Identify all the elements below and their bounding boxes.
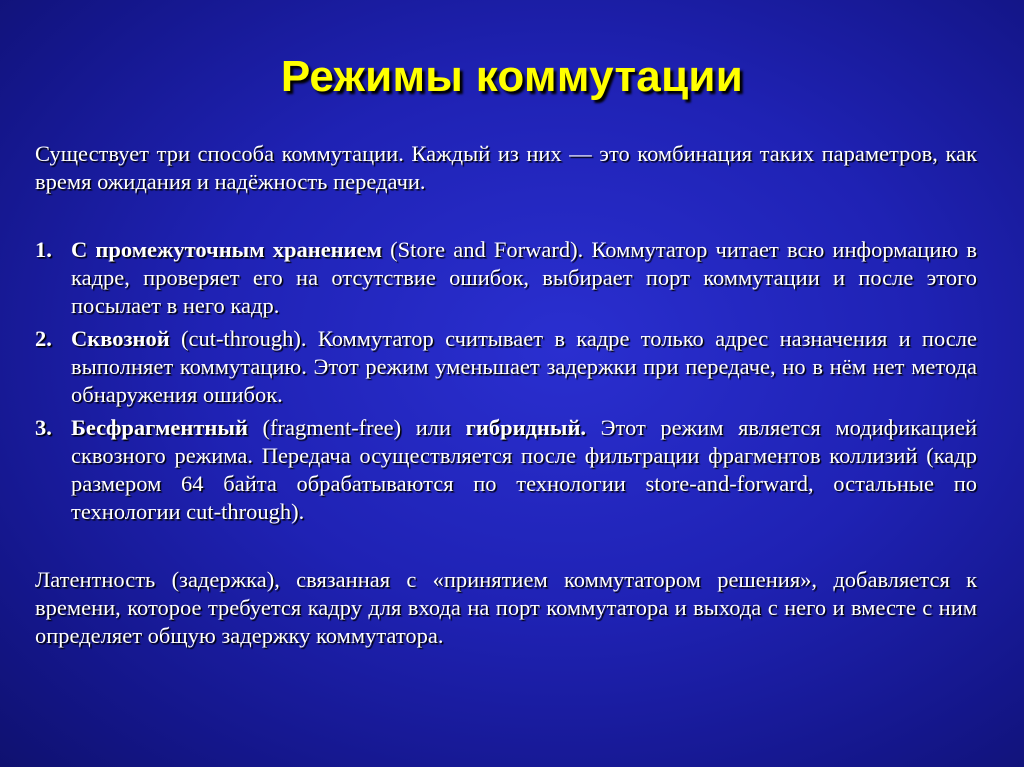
latency-paragraph: Латентность (задержка), связанная с «принятием коммутатором решения», добавляется к времени, которое требуется кадру для входа на порт коммутатора и выхода с него и вместе с ним определяет общую задержку коммутатора. xyxy=(35,567,977,648)
list-item-number: 2. xyxy=(35,326,52,351)
mode-description: (Store and Forward). Коммутатор читает всю информацию в кадре, проверяет его на отсутствие ошибок, выбирает порт коммутации и после этого посылает в него кадр. xyxy=(71,237,977,318)
mode-name: С промежуточным хранением xyxy=(71,237,382,262)
list-item xyxy=(35,236,977,320)
mode-description: (cut-through). Коммутатор считывает в кадре только адрес назначения и после выполняет коммутацию. Этот режим уменьшает задержки при передаче, но в нём нет метода обнаружения ошибок. xyxy=(71,326,977,407)
list-item-text xyxy=(71,325,977,409)
switching-modes-list xyxy=(35,236,977,531)
list-item xyxy=(35,325,977,409)
slide-title: Режимы коммутации xyxy=(280,52,744,101)
list-item-text xyxy=(71,236,977,320)
mode-description: Этот режим является модификацией сквозного режима. Передача осуществляется после фильтрации фрагментов коллизий (кадр размером 64 байта обрабатываются по технологии store-and-forward, остальные по технологии cut-through). xyxy=(71,415,977,524)
mode-alt-name: гибридный. xyxy=(465,415,587,440)
mode-description-part: (fragment-free) или xyxy=(247,415,466,440)
mode-name: Сквозной xyxy=(71,326,170,351)
list-item xyxy=(35,414,977,526)
list-item-number: 1. xyxy=(35,237,52,262)
list-item-number: 3. xyxy=(35,415,52,440)
intro-paragraph: Существует три способа коммутации. Каждый из них — это комбинация таких параметров, как время ожидания и надёжность передачи. xyxy=(35,141,977,194)
mode-name: Бесфрагментный xyxy=(71,415,248,440)
list-item-text xyxy=(71,414,977,526)
